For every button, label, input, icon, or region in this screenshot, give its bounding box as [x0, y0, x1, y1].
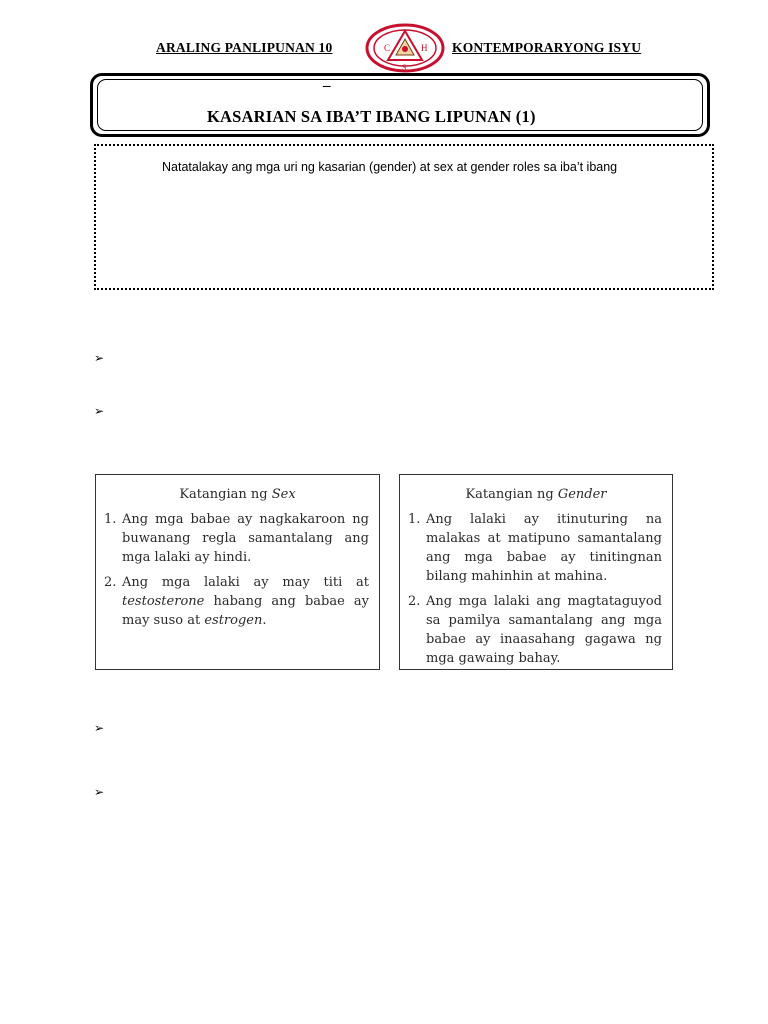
bullet-arrow-icon: ➢ — [94, 721, 105, 735]
gender-panel-title — [400, 487, 672, 502]
seal-letter-right: H — [421, 43, 428, 53]
sex-panel-title — [96, 487, 379, 502]
seal-letter-left: C — [384, 43, 391, 53]
sex-characteristics-panel — [95, 474, 380, 670]
list-item — [406, 592, 662, 668]
sex-list — [102, 510, 369, 630]
bullet-arrow-icon: ➢ — [94, 351, 105, 365]
list-number: 1. — [408, 512, 421, 527]
list-number: 1. — [104, 512, 117, 527]
list-item-text: habang ang babae ay may suso at — [122, 594, 369, 628]
list-item-text: Ang mga lalaki ang magtataguyod sa pamilya samantalang ang mga babae ay inaasahang gagawa ng mga gawaing bahay. — [426, 594, 662, 666]
list-item-text: Ang mga lalaki ay may titi at — [122, 575, 369, 590]
list-item-text: . — [262, 613, 267, 628]
gender-list — [406, 510, 662, 668]
lesson-title: KASARIAN SA IBA’T IBANG LIPUNAN (1) — [207, 107, 536, 126]
list-item-term: estrogen — [204, 613, 263, 628]
list-item — [102, 573, 369, 630]
gender-panel-title-em: Gender — [557, 487, 607, 502]
title-frame — [90, 73, 710, 137]
list-number: 2. — [408, 594, 421, 609]
gender-characteristics-panel — [399, 474, 673, 670]
objective-text: Natatalakay ang mga uri ng kasarian (gender) at sex at gender roles sa iba’t ibang — [162, 160, 618, 174]
list-item — [102, 510, 369, 567]
bullet-arrow-icon: ➢ — [94, 404, 105, 418]
list-item-text: Ang lalaki ay itinuturing na malakas at matipuno samantalang ang mga babae ay tinitingnan bilang mahinhin at mahina. — [426, 512, 662, 584]
sex-panel-title-em: Sex — [271, 487, 296, 502]
bullet-arrow-icon: ➢ — [94, 785, 105, 799]
list-item — [406, 510, 662, 586]
seal-letter-bottom: S — [402, 63, 407, 72]
list-number: 2. — [104, 575, 117, 590]
header-topic: KONTEMPORARYONG ISYU — [452, 40, 642, 55]
header-subject: ARALING PANLIPUNAN 10 — [156, 40, 333, 55]
title-dash: – — [323, 78, 331, 94]
list-item-term: testosterone — [122, 594, 205, 609]
school-seal-logo — [364, 22, 446, 74]
gender-panel-title-prefix: Katangian ng — [465, 487, 558, 502]
sex-panel-title-prefix: Katangian ng — [179, 487, 272, 502]
list-item-text: Ang mga babae ay nagkakaroon ng buwanang regla samantalang ang mga lalaki ay hindi. — [122, 512, 369, 565]
